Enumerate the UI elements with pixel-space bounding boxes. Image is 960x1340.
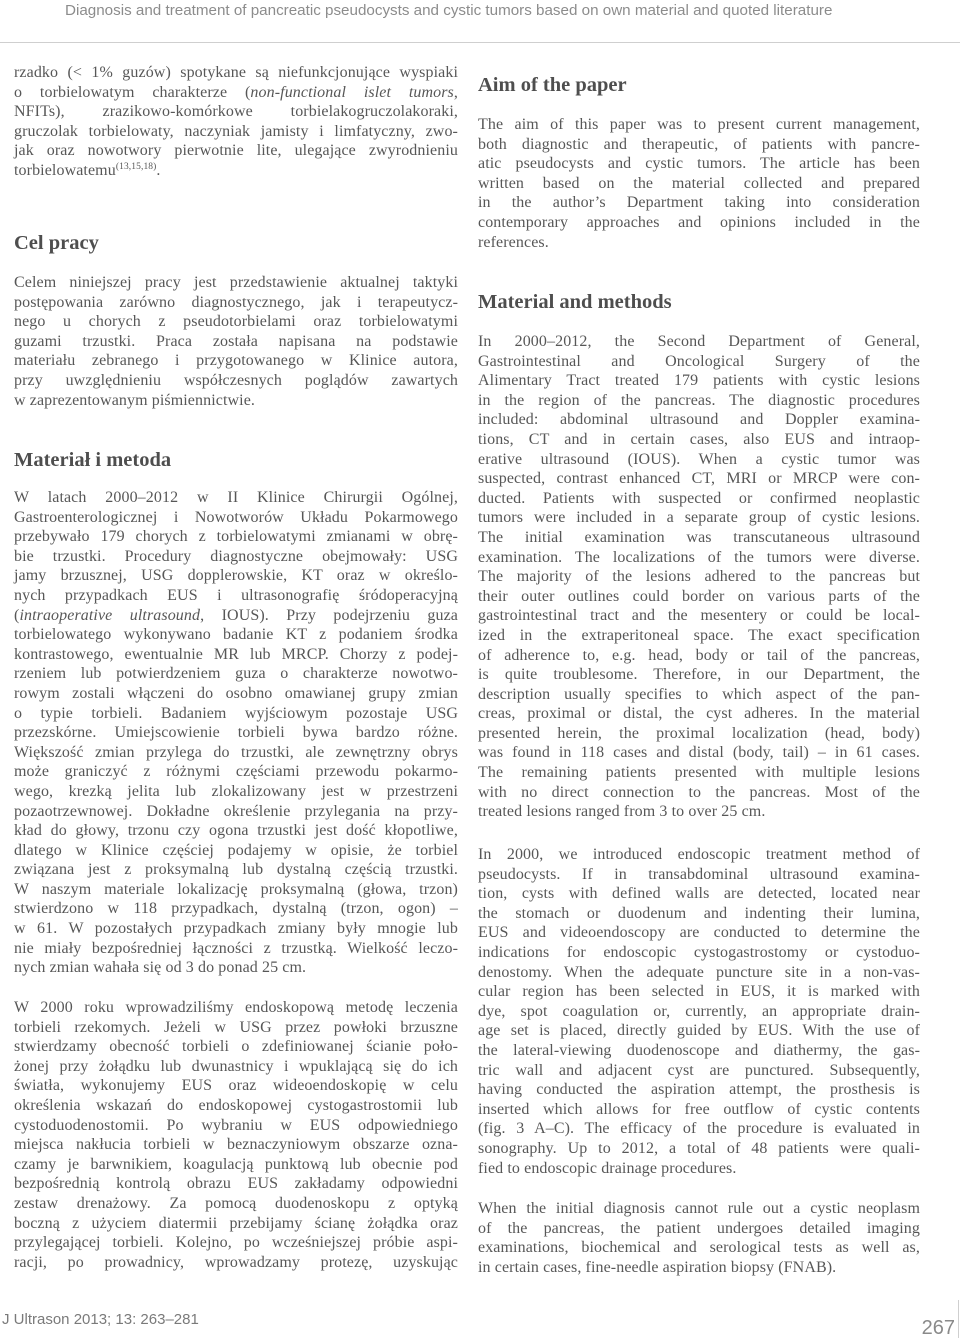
text-line: references. — [478, 233, 549, 251]
text-line: treated lesions ranged from 3 to over 25 cm. — [478, 803, 766, 821]
text-line: having conducted the aspiration attempt, the prosthesis is — [478, 1081, 920, 1099]
text-line: Celem niniejszej pracy jest przedstawienie aktualnej taktyki — [14, 274, 458, 291]
text-line: erative ultrasound (IOUS). When a cystic tumor was — [478, 450, 920, 468]
text-line: presented herein, the proximal localization (head, body) — [478, 724, 920, 742]
text-line: inserted which allows for free outflow of cystic contents — [478, 1100, 920, 1118]
text-segment: . — [156, 161, 161, 179]
text-line: ized in the extraperitoneal space. The exact specification — [478, 626, 920, 644]
text-line: rzeniem lub potwierdzeniem guza o charakterze nowotwo- — [14, 665, 458, 683]
section-heading-aim-of-the-paper: Aim of the paper — [478, 74, 627, 96]
paragraph-material-i-metoda-2 — [14, 998, 458, 1272]
text-line: rzadko (< 1% guzów) spotykane są niefunkcjonujące wyspiaki — [14, 64, 458, 81]
text-segment: o torbielowatym charakterze ( — [14, 83, 251, 101]
text-line: wego, krezką jelita lub zlokalizowany jest w przestrzeni — [14, 782, 458, 800]
text-line: When the initial diagnosis cannot rule out a cystic neoplasm — [478, 1200, 920, 1217]
text-line: nych zmian wahała się od 3 do ponad 25 cm. — [14, 959, 307, 977]
text-line: materiału zebranego i przygotowanego w Klinice autora, — [14, 352, 458, 370]
text-line: The majority of the lesions adhered to the pancreas but — [478, 568, 920, 586]
text-line: ducted. Patients with suspected or confirmed neoplastic — [478, 489, 920, 507]
text-line: contemporary approaches and opinions included in the — [478, 213, 920, 231]
text-line: sonography. Up to 2012, a total of 48 patients were quali- — [478, 1139, 920, 1157]
text-line: with no direct connection to the pancreas. Most of the — [478, 783, 920, 801]
journal-citation: J Ultrason 2013; 13: 263–281 — [2, 1311, 199, 1328]
text-line: jamy brzusznej, USG dopplerowskie, KT oraz w określo- — [14, 567, 458, 585]
text-line: w zaprezentowanym piśmiennictwie. — [14, 391, 255, 409]
text-line: both diagnostic and therapeutic, of patients with pancre- — [478, 135, 920, 153]
text-line: written based on the material collected and prepared — [478, 174, 920, 192]
italic-term: intraoperative ultrasound — [19, 606, 201, 624]
citation-superscript: (13,15,18) — [115, 161, 157, 172]
text-line: gastrointestinal tract and the mesentery or could be local- — [478, 607, 920, 625]
running-header: Diagnosis and treatment of pancreatic pseudocysts and cystic tumors based on own material and quoted literature — [65, 2, 833, 19]
text-line: guzami trzustki. Praca została napisana na podstawie — [14, 332, 458, 350]
text-line — [14, 606, 458, 626]
text-line: The remaining patients presented with multiple lesions — [478, 764, 920, 782]
text-line: stwierdzono w 118 przypadkach, dystalną (trzon, ogon) – — [14, 900, 458, 918]
text-line: NFITs), zrazikowo-komórkowe torbielakogruczolakoraki, — [14, 103, 458, 121]
text-line: in certain cases, fine-needle aspiration biopsy (FNAB). — [478, 1258, 837, 1276]
text-line: atic pseudocysts and cystic tumors. The article has been — [478, 155, 920, 173]
text-line: The aim of this paper was to present current management, — [478, 116, 920, 133]
text-line: rowym zostali włączeni do osobno omawianej grupy zmian — [14, 684, 458, 702]
text-line: examination. The localizations of the tumors were diverse. — [478, 548, 920, 566]
left-column — [14, 0, 458, 1300]
text-line: przy uwzględnieniu współczesnych poglądów zawartych — [14, 371, 458, 389]
text-line: Alimentary Tract treated 179 patients with cystic lesions — [478, 372, 920, 390]
text-line: tumors were included in a separate group of cystic lesions. — [478, 509, 920, 527]
text-line: EUS and videoendoscopy are conducted to determine the — [478, 924, 920, 942]
text-line: stwierdzamy obecność torbieli o zdefiniowanej ścianie poło- — [14, 1038, 458, 1056]
text-segment: ( — [14, 606, 20, 624]
text-line: w 61. W pozostałych przypadkach zmiany były mnogie lub — [14, 920, 458, 938]
text-line: W naszym materiale lokalizację proksymalną (głowa, trzon) — [14, 880, 458, 898]
text-line: the lateral-viewing duodenoscope and diathermy, the gas- — [478, 1041, 920, 1059]
text-line: their outer outlines could border on various parts of the — [478, 587, 920, 605]
paragraph-material-i-metoda-1 — [14, 488, 458, 978]
right-column — [478, 0, 920, 1300]
text-line: Gastrointestinal and Oncological Surgery of the — [478, 352, 920, 370]
text-line: included: abdominal ultrasound and Doppler examina- — [478, 411, 920, 429]
text-line: postępowania zarówno diagnostycznego, jak i terapeutycz- — [14, 293, 458, 311]
text-line: związana jest z proksymalną lub dystalną częścią trzustki. — [14, 861, 458, 879]
text-line: kład do głowy, trzonu czy ogona trzustki jest dość kłopotliwe, — [14, 822, 458, 840]
text-segment: torbielowatemu — [14, 161, 116, 179]
text-line: fied to endoscopic drainage procedures. — [478, 1159, 737, 1177]
text-line: gruczolak torbielowaty, naczyniak jamisty i limfatyczny, zwo- — [14, 122, 458, 140]
text-line: pozaotrzewnowej. Dokładne określenie przylegania na przy- — [14, 802, 458, 820]
text-line: the stomach or duodenum and indenting their lumina, — [478, 904, 920, 922]
paragraph-aim-of-the-paper — [478, 115, 920, 252]
text-line: cystoduodenostomii. Po wybraniu w EUS odpowiedniego — [14, 1116, 458, 1134]
page-number: 267 — [921, 1317, 955, 1339]
text-line: bie trzustki. Procedury diagnostyczne obejmowały: USG — [14, 547, 458, 565]
text-line: suspected, contrast enhanced CT, MRI or MRCP were con- — [478, 470, 920, 488]
text-line: torbielowatego wykonywano badanie KT z podaniem środka — [14, 626, 458, 644]
text-segment: , IOUS). Przy podejrzeniu guza — [200, 606, 459, 624]
text-line: examinations, biochemical and serological tests as well as, — [478, 1239, 920, 1257]
text-line: jak oraz nowotwory pierwotnie lite, ulegające zwyrodnieniu — [14, 142, 458, 160]
text-line: Gastroenterologicznej i Nowotworów Układu Pokarmowego — [14, 508, 458, 526]
text-segment: , — [453, 83, 458, 101]
section-heading-cel-pracy: Cel pracy — [14, 232, 99, 254]
text-line: nego u chorych z pseudotorbielami oraz torbielowatymi — [14, 313, 458, 331]
paragraph-cel-pracy — [14, 273, 458, 410]
text-line: tric wall and adjacent cyst are punctured. Subsequently, — [478, 1061, 920, 1079]
text-line — [14, 83, 458, 103]
text-line: description usually specifies to which aspect of the pan- — [478, 685, 920, 703]
text-line: nych przypadkach EUS i ultrasonografię śródoperacyjną — [14, 586, 458, 604]
paragraph-material-and-methods-2 — [478, 845, 920, 1178]
text-line: dlatego w Klinice częściej podajemy w opisie, że torbiel — [14, 841, 458, 859]
text-line: denostomy. When the adequate puncture site in a non-vas- — [478, 963, 920, 981]
text-line: cular region has been selected in EUS, it is marked with — [478, 983, 920, 1001]
paragraph-material-and-methods-3 — [478, 1199, 920, 1277]
intro-paragraph — [14, 63, 458, 181]
text-line: określenia wskazań do endoskopowej cystogastrostomii lub — [14, 1096, 458, 1114]
text-line: in the author’s Department taking into consideration — [478, 194, 920, 212]
text-line: miejsca nakłucia torbieli w beznaczyniowym obszarze ozna- — [14, 1136, 458, 1154]
text-line: czamy je barwnikiem, koagulacją punktową lub obecnie pod — [14, 1155, 458, 1173]
text-line: nie miały bezpośredniej łączności z trzustką. Wielkość leczo- — [14, 939, 458, 957]
italic-term: non-functional islet tumors — [250, 83, 454, 101]
text-line: of adherence to, e.g. head, body or tail of the pancreas, — [478, 646, 920, 664]
text-line — [14, 161, 458, 181]
text-line: of the pancreas, the patient undergoes detailed imaging — [478, 1219, 920, 1237]
text-line: in the region of the pancreas. The diagnostic procedures — [478, 391, 920, 409]
text-line: The initial examination was transcutaneous ultrasound — [478, 528, 920, 546]
text-line: indications for endoscopic cystogastrostomy or cystoduo- — [478, 943, 920, 961]
text-line: racji, po prowadnicy, wprowadzamy protezę, uzyskując — [14, 1253, 458, 1271]
text-line: przezskórne. Umiejscowienie torbieli bywa bardzo różne. — [14, 724, 458, 742]
text-line: was found in 118 cases and distal (body, tail) – in 61 cases. — [478, 744, 920, 762]
section-heading-material-i-metoda: Materiał i metoda — [14, 449, 172, 471]
text-line: żonej przy żołądku lub dwunastnicy i wpuklającą się do ich — [14, 1057, 458, 1075]
text-line: kontrastowego, ewentualnie MR lub MRCP. Chorzy z podej- — [14, 645, 458, 663]
text-line: zestaw drenażowy. Za pomocą duodenoskopu z optyką — [14, 1194, 458, 1212]
text-line: przebywało 179 chorych z torbielowatymi zmianami w obrę- — [14, 528, 458, 546]
text-line: In 2000, we introduced endoscopic treatment method of — [478, 846, 920, 863]
text-line: przylegającej torbieli. Kolejno, po wcześniejszej próbie aspi- — [14, 1234, 458, 1252]
text-line: W 2000 roku wprowadziliśmy endoskopową metodę leczenia — [14, 999, 458, 1016]
text-line: tion, cysts with defined walls are detected, located near — [478, 885, 920, 903]
text-line: age set is placed, directly guided by EUS. With the use of — [478, 1022, 920, 1040]
paragraph-material-and-methods-1 — [478, 332, 920, 822]
text-line: światła, wykonujemy EUS oraz wideoendoskopię w celu — [14, 1077, 458, 1095]
text-line: dye, spot coagulation or, currently, an appropriate drain- — [478, 1002, 920, 1020]
text-line: może graniczyć z różnymi częściami przewodu pokarmo- — [14, 763, 458, 781]
text-line: pseudocysts. If in transabdominal ultrasound examina- — [478, 865, 920, 883]
text-line: o typie torbieli. Badaniem wyjściowym pozostaje USG — [14, 704, 458, 722]
text-line: boczną z użyciem diatermii przebijamy ścianę żołądka oraz — [14, 1214, 458, 1232]
text-line: creas, proximal or distal, the cyst adheres. In the material — [478, 705, 920, 723]
text-line: (fig. 3 A–C). The efficacy of the procedure is evaluated in — [478, 1120, 920, 1138]
text-line: tions, CT and in certain cases, also EUS and intraop- — [478, 430, 920, 448]
text-line: torbieli rzekomych. Jeżeli w USG przez powłoki brzuszne — [14, 1018, 458, 1036]
text-line: In 2000–2012, the Second Department of General, — [478, 333, 920, 350]
text-line: Większość zmian przylega do trzustki, ale zewnętrzny obrys — [14, 743, 458, 761]
text-line: W latach 2000–2012 w II Klinice Chirurgii Ogólnej, — [14, 489, 458, 506]
section-heading-material-and-methods: Material and methods — [478, 291, 672, 313]
text-line: bezpośrednią kontrolą obrazu EUS zakładamy odpowiedni — [14, 1175, 458, 1193]
footer-divider — [958, 1300, 959, 1338]
text-line: is quite troublesome. Therefore, in our Department, the — [478, 666, 920, 684]
